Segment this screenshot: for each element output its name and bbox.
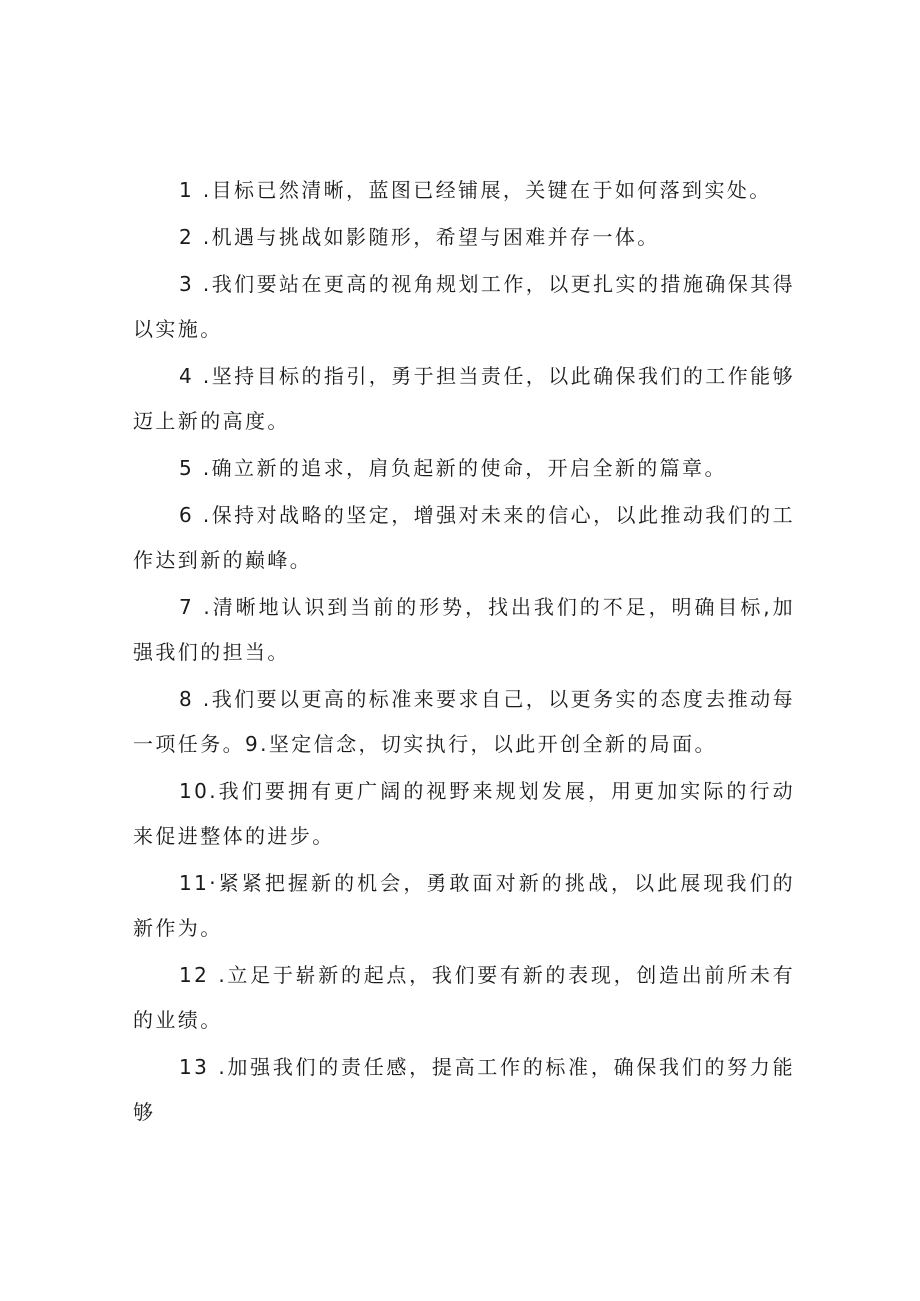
paragraph-13: 13 .加强我们的责任感，提高工作的标准，确保我们的努力能够 — [133, 1055, 795, 1124]
paragraph-2: 2 .机遇与挑战如影随形，希望与困难并存一体。 — [179, 225, 660, 249]
paragraph-7: 7 .清晰地认识到当前的形势，找出我们的不足，明确目标,加强我们的担当。 — [133, 595, 795, 664]
paragraph-6: 6 .保持对战略的坚定，增强对未来的信心，以此推动我们的工作达到新的巅峰。 — [133, 503, 795, 572]
paragraph-4: 4 .坚持目标的指引，勇于担当责任，以此确保我们的工作能够迈上新的高度。 — [133, 364, 795, 433]
paragraph-11: 11·紧紧把握新的机会，勇敢面对新的挑战，以此展现我们的新作为。 — [133, 871, 795, 940]
paragraph-10: 10.我们要拥有更广阔的视野来规划发展，用更加实际的行动来促进整体的进步。 — [133, 779, 795, 848]
document-body — [133, 168, 795, 1137]
paragraph-12: 12 .立足于崭新的起点，我们要有新的表现，创造出前所未有的业绩。 — [133, 963, 795, 1032]
paragraph-8: 8 .我们要以更高的标准来要求自己，以更务实的态度去推动每一项任务。9.坚定信念，切实执行，以此开创全新的局面。 — [133, 687, 795, 756]
paragraph-3: 3 .我们要站在更高的视角规划工作，以更扎实的措施确保其得以实施。 — [133, 272, 795, 341]
paragraph-1: 1 .目标已然清晰，蓝图已经铺展，关键在于如何落到实处。 — [179, 178, 772, 202]
paragraph-5: 5 .确立新的追求，肩负起新的使命，开启全新的篇章。 — [179, 456, 727, 480]
